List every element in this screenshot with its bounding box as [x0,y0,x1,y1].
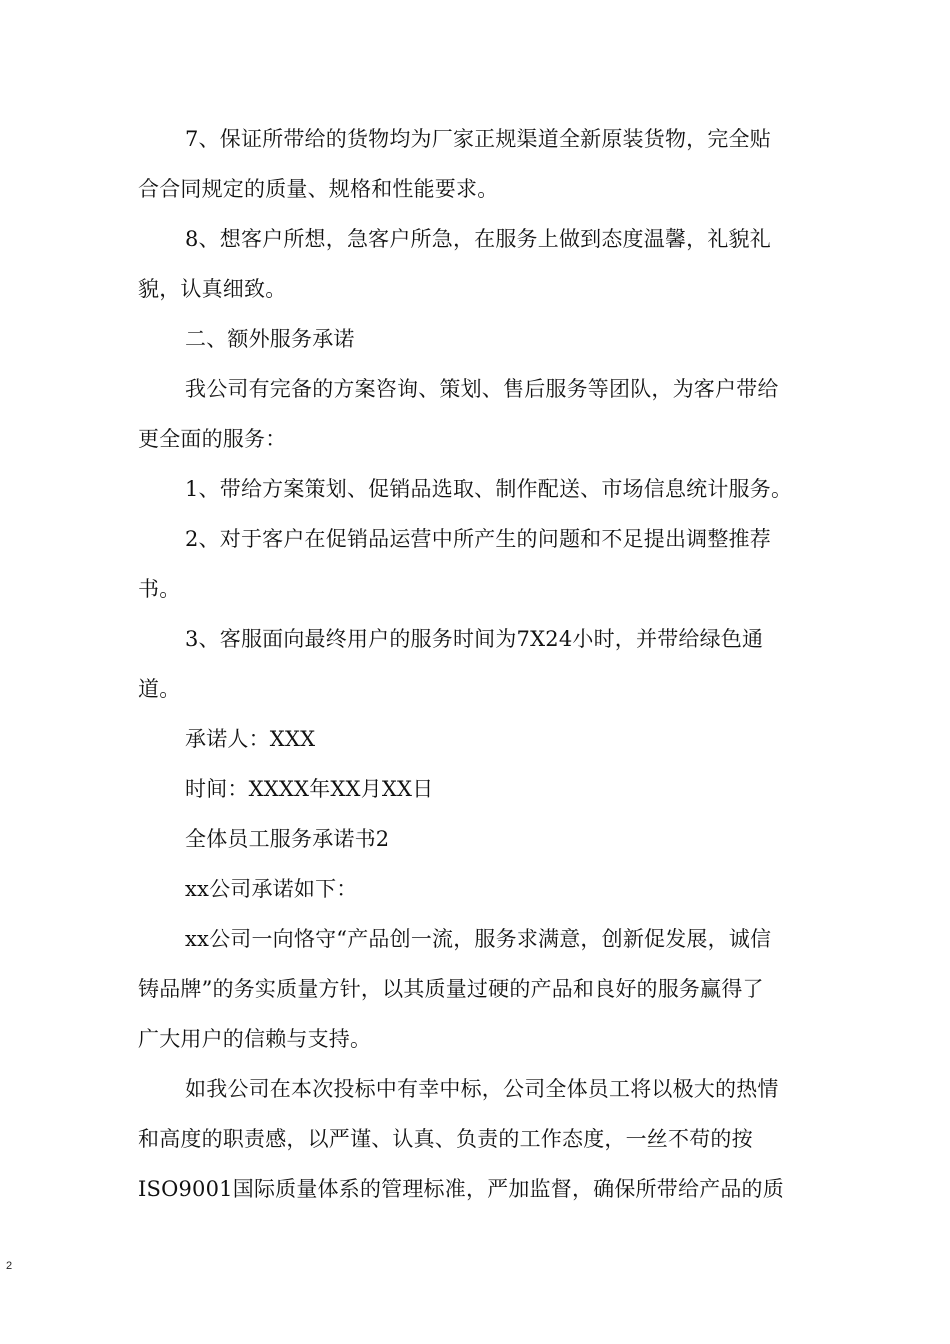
text-line: 广大用户的信赖与支持。 [138,1027,372,1051]
text-line: 如我公司在本次投标中有幸中标，公司全体员工将以极大的热情 [185,1077,779,1101]
page-number: 2 [6,1260,13,1272]
text-line: xx公司承诺如下： [185,877,358,901]
document-body [138,114,818,1214]
text-line: 时间：XXXX年XX月XX日 [185,777,434,801]
text-line: 和高度的职责感，以严谨、认真、负责的工作态度，一丝不苟的按 [138,1127,753,1151]
text-line: 全体员工服务承诺书2 [185,827,390,851]
text-line: xx公司一向恪守“产品创一流，服务求满意，创新促发展，诚信 [185,927,772,951]
text-line: 合合同规定的质量、规格和性能要求。 [138,177,499,201]
text-line: 道。 [138,677,181,701]
text-line: ISO9001国际质量体系的管理标准，严加监督，确保所带给产品的质 [138,1177,784,1201]
text-line: 我公司有完备的方案咨询、策划、售后服务等团队，为客户带给 [185,377,779,401]
text-line: 二、额外服务承诺 [185,327,355,351]
text-line: 铸品牌”的务实质量方针，以其质量过硬的产品和良好的服务赢得了 [138,977,764,1001]
text-line: 8、想客户所想，急客户所急，在服务上做到态度温馨，礼貌礼 [185,227,771,251]
text-line: 1、带给方案策划、促销品选取、制作配送、市场信息统计服务。 [185,477,793,501]
text-line: 更全面的服务： [138,427,287,451]
text-line: 承诺人：XXX [185,727,316,751]
text-line: 2、对于客户在促销品运营中所产生的问题和不足提出调整推荐 [185,527,771,551]
text-line: 3、客服面向最终用户的服务时间为7X24小时，并带给绿色通 [185,627,764,651]
text-line: 貌，认真细致。 [138,277,287,301]
text-line: 7、保证所带给的货物均为厂家正规渠道全新原装货物，完全贴 [185,127,771,151]
text-line: 书。 [138,577,181,601]
